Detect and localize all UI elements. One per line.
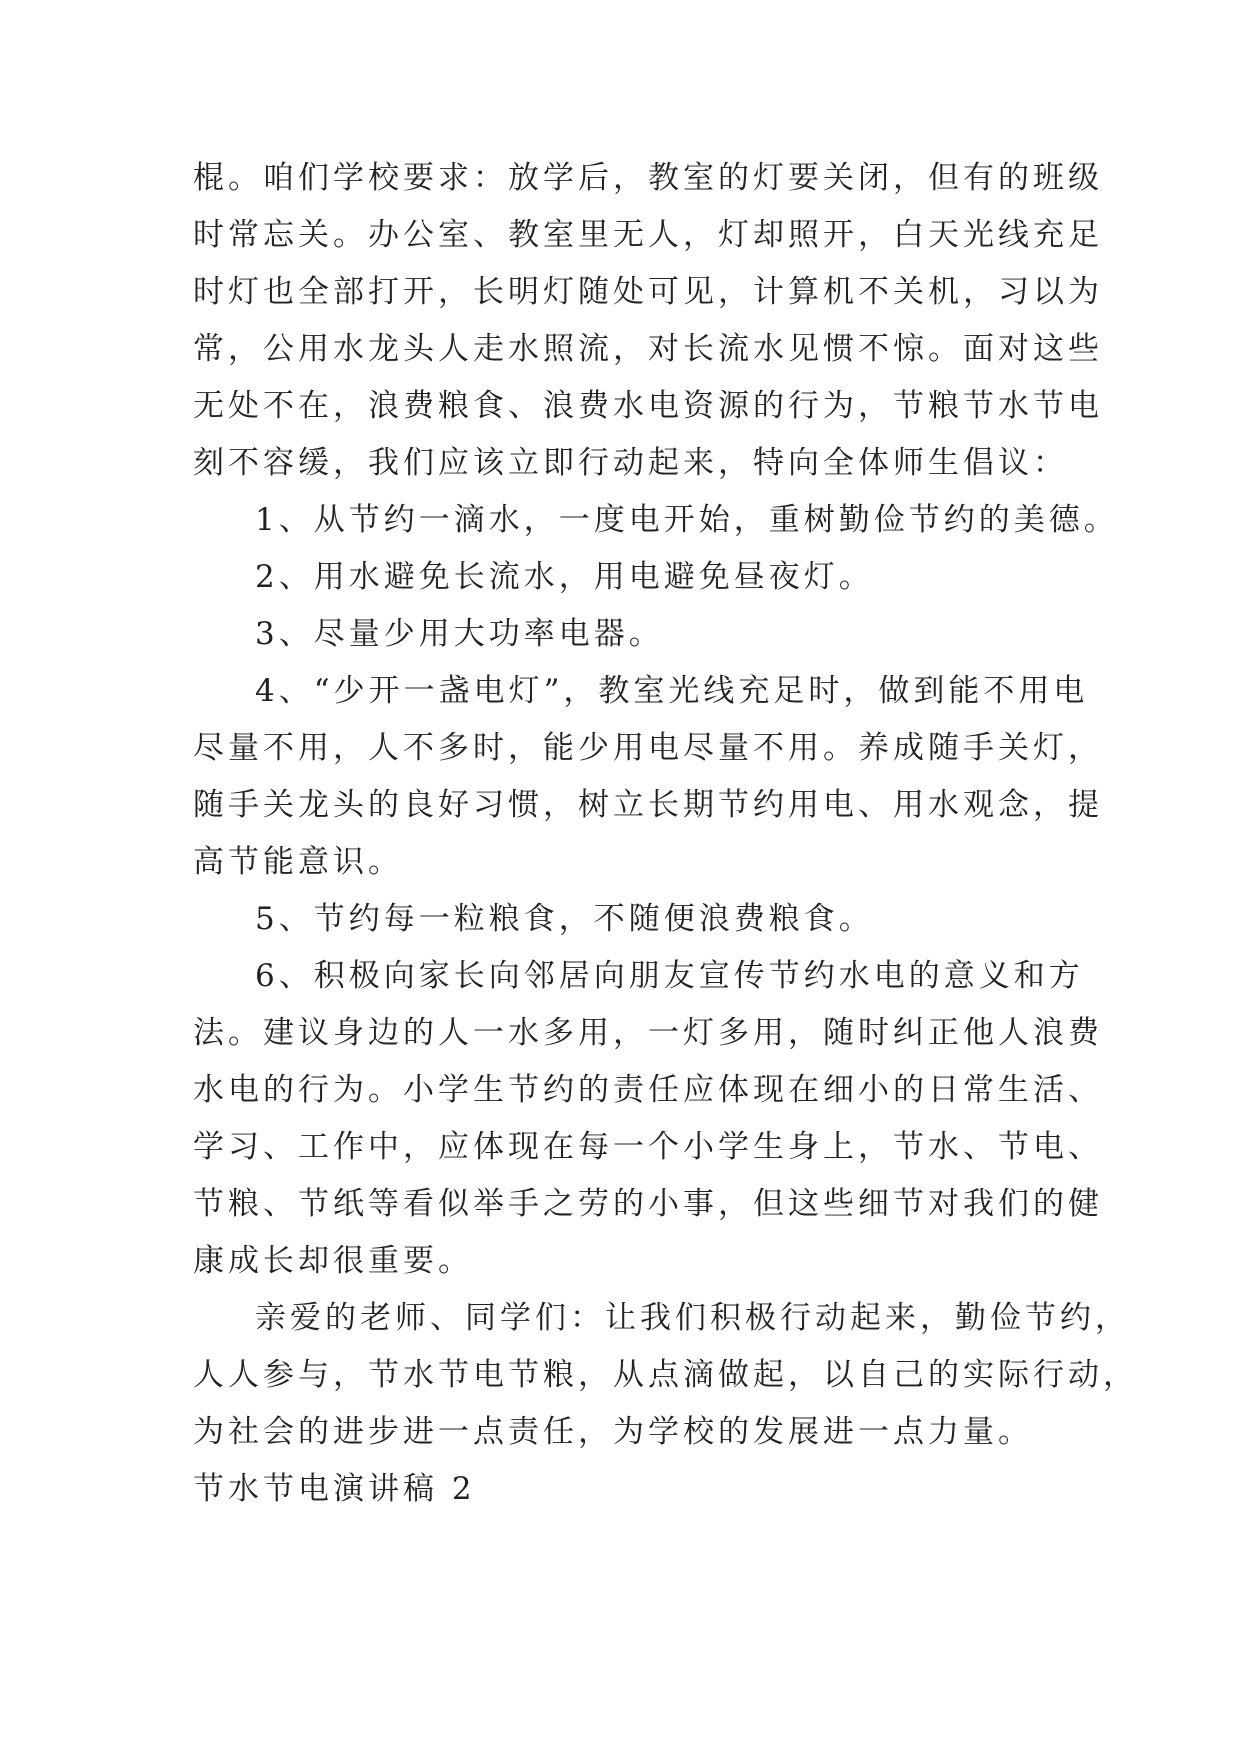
section-heading: 节水节电演讲稿 2 — [193, 1471, 476, 1507]
paragraph-line: 学习、工作中，应体现在每一个小学生身上，节水、节电、 — [193, 1129, 1103, 1165]
paragraph-line: 无处不在，浪费粮食、浪费水电资源的行为，节粮节水节电 — [193, 388, 1103, 424]
closing-paragraph-line: 亲爱的老师、同学们：让我们积极行动起来，勤俭节约， — [255, 1300, 1130, 1336]
proposal-item-1: 1、从节约一滴水，一度电开始，重树勤俭节约的美德。 — [255, 502, 1119, 538]
closing-paragraph-line: 人人参与，节水节电节粮，从点滴做起，以自己的实际行动， — [193, 1357, 1138, 1393]
paragraph-line: 法。建议身边的人一水多用，一灯多用，随时纠正他人浪费 — [193, 1015, 1103, 1051]
paragraph-line: 高节能意识。 — [193, 844, 403, 880]
proposal-item-4: 4、“少开一盏电灯”，教室光线充足时，做到能不用电 — [255, 673, 1089, 709]
proposal-item-5: 5、节约每一粒粮食，不随便浪费粮食。 — [255, 901, 874, 937]
closing-paragraph-line: 为社会的进步进一点责任，为学校的发展进一点力量。 — [193, 1414, 1033, 1450]
paragraph-line: 节粮、节纸等看似举手之劳的小事，但这些细节对我们的健 — [193, 1186, 1103, 1222]
paragraph-line: 刻不容缓，我们应该立即行动起来，特向全体师生倡议： — [193, 445, 1068, 481]
paragraph-line: 时灯也全部打开，长明灯随处可见，计算机不关机，习以为 — [193, 274, 1103, 310]
paragraph-line: 水电的行为。小学生节约的责任应体现在细小的日常生活、 — [193, 1072, 1103, 1108]
paragraph-line: 棍。咱们学校要求：放学后，教室的灯要关闭，但有的班级 — [193, 160, 1103, 196]
paragraph-line: 时常忘关。办公室、教室里无人，灯却照开，白天光线充足 — [193, 217, 1103, 253]
proposal-item-6: 6、积极向家长向邻居向朋友宣传节约水电的意义和方 — [255, 958, 1084, 994]
paragraph-line: 尽量不用，人不多时，能少用电尽量不用。养成随手关灯， — [193, 730, 1103, 766]
paragraph-line: 常，公用水龙头人走水照流，对长流水见惯不惊。面对这些 — [193, 331, 1103, 367]
paragraph-line: 康成长却很重要。 — [193, 1243, 473, 1279]
proposal-item-3: 3、尽量少用大功率电器。 — [255, 616, 664, 652]
proposal-item-2: 2、用水避免长流水，用电避免昼夜灯。 — [255, 559, 874, 595]
paragraph-line: 随手关龙头的良好习惯，树立长期节约用电、用水观念，提 — [193, 787, 1103, 823]
